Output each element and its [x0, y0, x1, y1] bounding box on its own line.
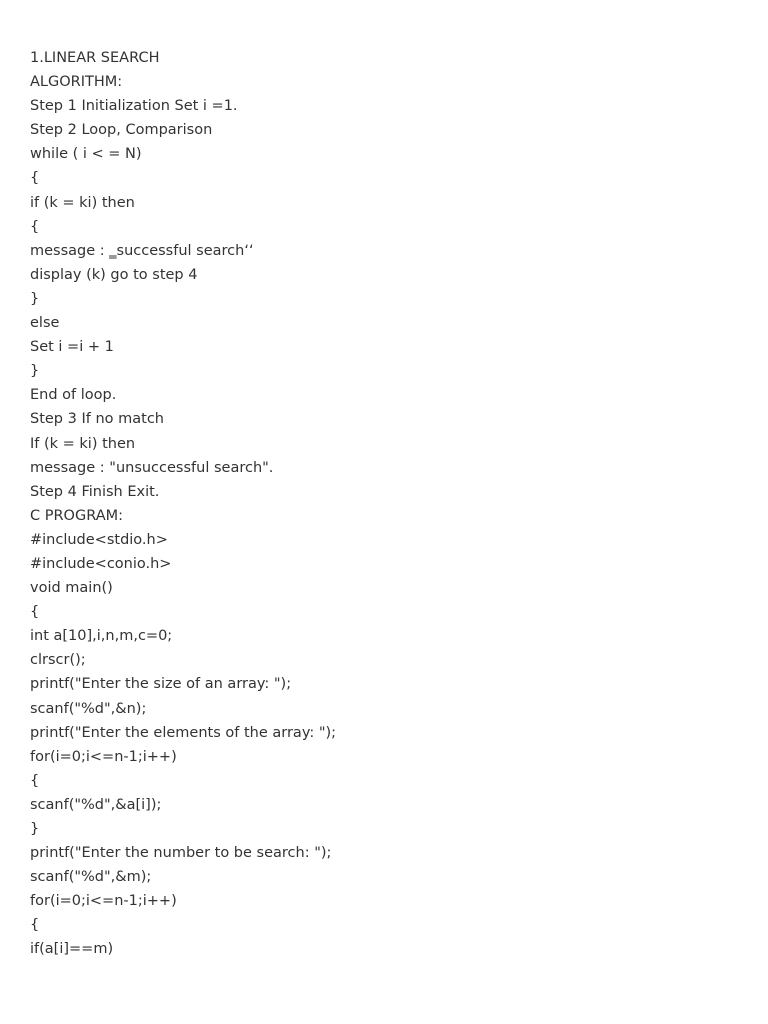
code-line: clrscr();	[30, 652, 86, 669]
code-line: scanf("%d",&m);	[30, 869, 152, 886]
text-line: Step 4 Finish Exit.	[30, 483, 160, 500]
code-line: if(a[i]==m)	[30, 941, 114, 958]
code-line: #include<stdio.h>	[30, 531, 168, 548]
code-line: printf("Enter the number to be search: ");	[30, 845, 332, 862]
code-line: scanf("%d",&a[i]);	[30, 796, 162, 813]
text-line: }	[30, 363, 40, 380]
c-program-label: C PROGRAM:	[30, 507, 124, 524]
code-line: printf("Enter the elements of the array: ");	[30, 724, 337, 741]
code-line: printf("Enter the size of an array: ");	[30, 676, 292, 693]
code-line: for(i=0;i<=n-1;i++)	[30, 748, 177, 765]
text-line: Step 2 Loop, Comparison	[30, 122, 213, 139]
text-line: message : ‗successful search‘‘	[30, 242, 254, 259]
algorithm-label: ALGORITHM:	[30, 74, 123, 91]
text-line: else	[30, 315, 60, 332]
text-line: {	[30, 170, 40, 187]
text-line: message : "unsuccessful search".	[30, 459, 274, 476]
document-text	[30, 46, 336, 962]
text-line: Step 1 Initialization Set i =1.	[30, 98, 238, 115]
code-line: scanf("%d",&n);	[30, 700, 147, 717]
code-line: void main()	[30, 580, 113, 597]
text-line: Step 3 If no match	[30, 411, 164, 428]
code-line: {	[30, 917, 40, 934]
code-line: {	[30, 604, 40, 621]
code-line: int a[10],i,n,m,c=0;	[30, 628, 173, 645]
text-line: display (k) go to step 4	[30, 266, 198, 283]
text-line: }	[30, 290, 40, 307]
text-line: End of loop.	[30, 387, 117, 404]
text-line: If (k = ki) then	[30, 435, 136, 452]
code-line: {	[30, 772, 40, 789]
heading-linear-search: 1.LINEAR SEARCH	[30, 50, 160, 66]
code-line: #include<conio.h>	[30, 555, 172, 572]
text-line: Set i =i + 1	[30, 339, 114, 356]
text-line: {	[30, 218, 40, 235]
code-line: for(i=0;i<=n-1;i++)	[30, 893, 177, 910]
text-line: if (k = ki) then	[30, 194, 135, 211]
text-line: while ( i < = N)	[30, 146, 142, 163]
code-line: }	[30, 821, 40, 837]
